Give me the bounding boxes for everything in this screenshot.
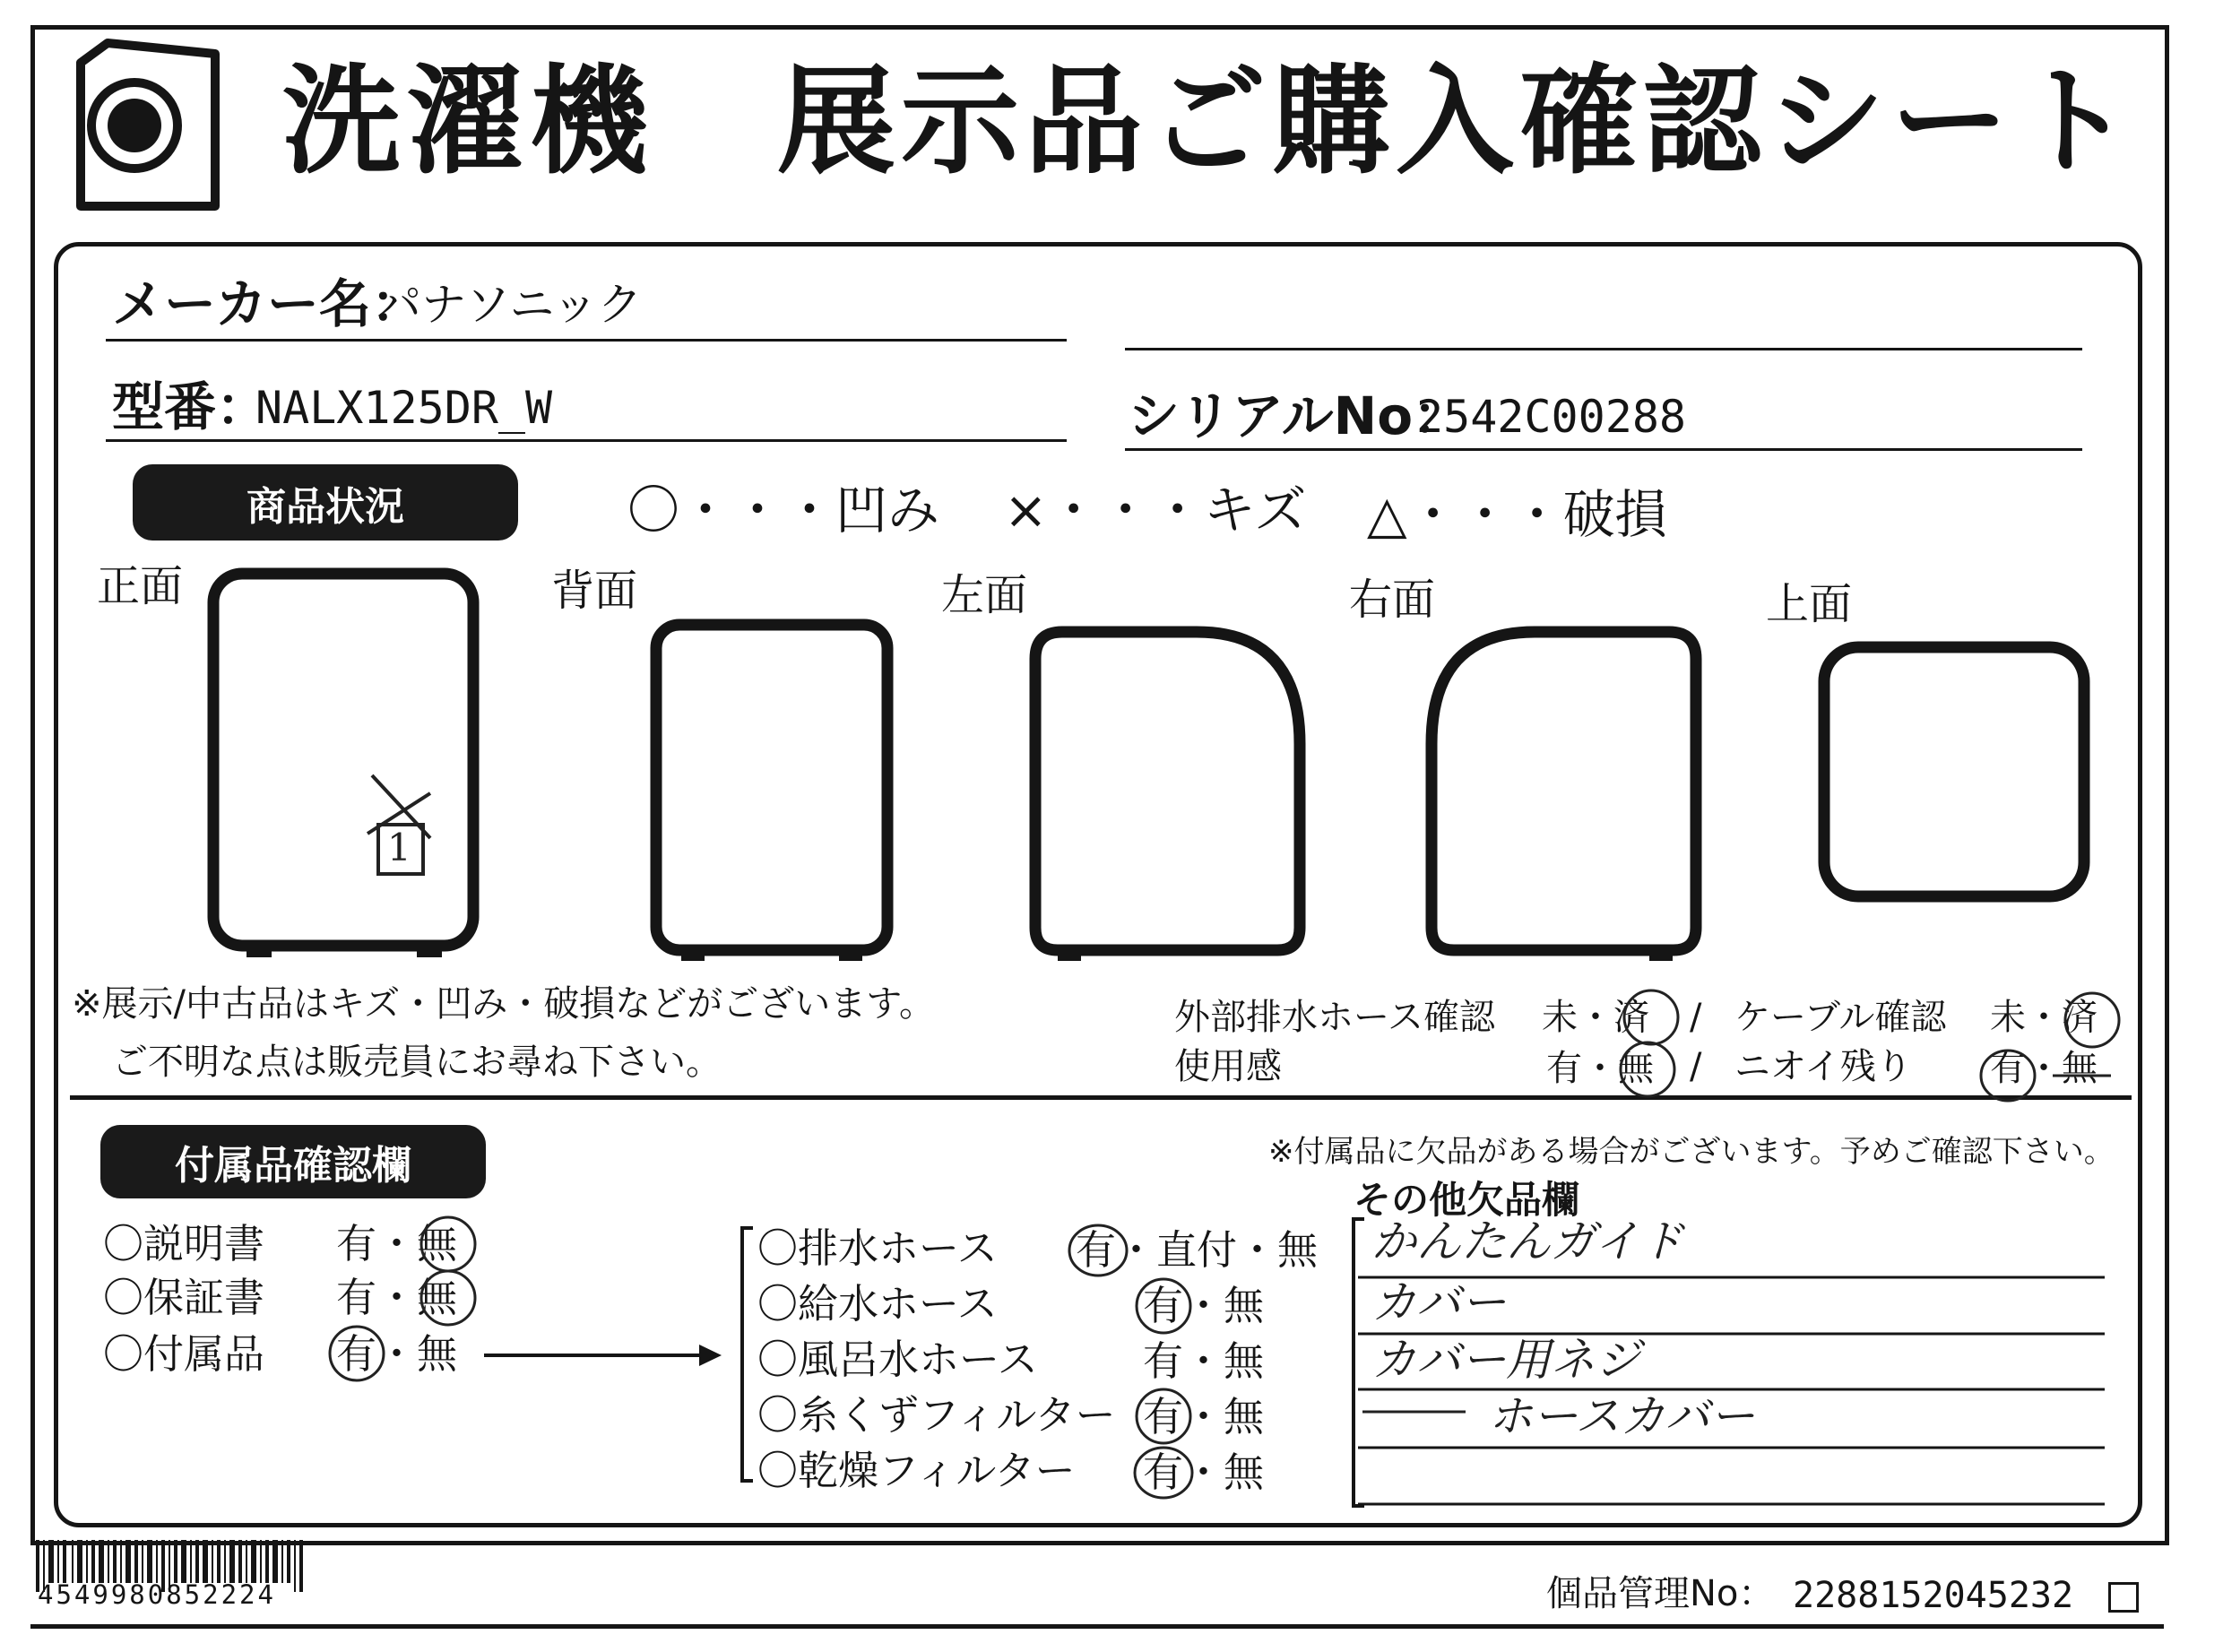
cable-check-label: ケーブル確認 bbox=[1734, 997, 1947, 1038]
page-title: 洗濯機 展示品ご購入確認シート bbox=[282, 53, 2138, 191]
bottom-rule bbox=[30, 1624, 2164, 1629]
acc-manual-label: 〇説明書 bbox=[103, 1220, 265, 1267]
front-mark-number: 1 bbox=[387, 826, 411, 869]
acc-attachments-options: 有・無 bbox=[336, 1330, 458, 1378]
hose-check-label: 外部排水ホース確認 bbox=[1174, 997, 1495, 1038]
face-label-left: 左面 bbox=[941, 570, 1028, 620]
acc-supply-hose-label: 〇給水ホース bbox=[757, 1280, 998, 1328]
item-checkbox[interactable] bbox=[2108, 1582, 2139, 1613]
missing-heading: その他欠品欄 bbox=[1354, 1178, 1580, 1222]
acc-bath-hose-label: 〇風呂水ホース bbox=[757, 1336, 1038, 1383]
accessories-heading: 付属品確認欄 bbox=[100, 1125, 486, 1198]
face-label-right: 右面 bbox=[1349, 575, 1436, 625]
acc-dry-filter-options: 有・無 bbox=[1143, 1449, 1265, 1496]
accessories-warning: ※付属品に欠品がある場合がございます。予めご確認下さい。 bbox=[1268, 1134, 2115, 1170]
acc-warranty-label: 〇保証書 bbox=[103, 1274, 265, 1321]
cable-check-options: 未・済 bbox=[1990, 997, 2098, 1038]
missing-item: カバー bbox=[1371, 1276, 1506, 1328]
usage-options: 有・無 bbox=[1546, 1048, 1654, 1089]
model-label: 型番： bbox=[112, 376, 269, 437]
acc-manual-options: 有・無 bbox=[336, 1220, 458, 1267]
hose-check-options: 未・済 bbox=[1542, 997, 1649, 1038]
separator: / bbox=[1690, 1046, 1702, 1087]
legend-dent: 〇・・・凹み bbox=[627, 480, 940, 541]
serial-label: シリアルNo： bbox=[1128, 385, 1466, 446]
model-value: NALX125DR_W bbox=[255, 382, 553, 434]
face-label-back: 背面 bbox=[551, 566, 638, 616]
condition-heading: 商品状況 bbox=[133, 464, 518, 541]
missing-item: かんたんガイド bbox=[1371, 1215, 1684, 1267]
serial-value: 2542C00288 bbox=[1416, 391, 1687, 443]
acc-lint-filter-options: 有・無 bbox=[1143, 1393, 1265, 1440]
separator: / bbox=[1690, 997, 1702, 1038]
missing-item: カバー用ネジ bbox=[1371, 1334, 1640, 1386]
maker-value: パナソニック bbox=[376, 279, 643, 331]
acc-bath-hose-options: 有・無 bbox=[1143, 1337, 1265, 1385]
acc-drain-hose-label: 〇排水ホース bbox=[757, 1224, 998, 1272]
acc-warranty-options: 有・無 bbox=[336, 1274, 458, 1321]
acc-drain-hose-options: 有・直付・無 bbox=[1076, 1226, 1319, 1274]
acc-attachments-label: 〇付属品 bbox=[103, 1330, 265, 1378]
item-no-label: 個品管理No： bbox=[1546, 1573, 1775, 1614]
maker-label: メーカー名： bbox=[112, 273, 423, 334]
odor-options: 有・無 bbox=[1990, 1048, 2098, 1089]
acc-dry-filter-label: 〇乾燥フィルター bbox=[757, 1447, 1076, 1494]
note-line-2: ご不明な点は販売員にお尋ね下さい。 bbox=[112, 1042, 722, 1083]
legend-scratch: ×・・・キズ bbox=[1004, 480, 1307, 541]
barcode-number: 4549980852224 bbox=[38, 1579, 276, 1610]
acc-supply-hose-options: 有・無 bbox=[1143, 1282, 1265, 1329]
face-label-front: 正面 bbox=[97, 561, 184, 611]
missing-item: ホースカバー bbox=[1488, 1390, 1755, 1442]
note-line-1: ※展示/中古品はキズ・凹み・破損などがございます。 bbox=[72, 983, 935, 1025]
legend-damage: △・・・破損 bbox=[1367, 484, 1667, 545]
acc-lint-filter-label: 〇糸くずフィルター bbox=[757, 1391, 1116, 1439]
face-label-top: 上面 bbox=[1766, 579, 1853, 629]
usage-label: 使用感 bbox=[1174, 1046, 1282, 1087]
item-no-value: 2288152045232 bbox=[1793, 1575, 2074, 1616]
odor-label: ニオイ残り bbox=[1734, 1046, 1912, 1087]
